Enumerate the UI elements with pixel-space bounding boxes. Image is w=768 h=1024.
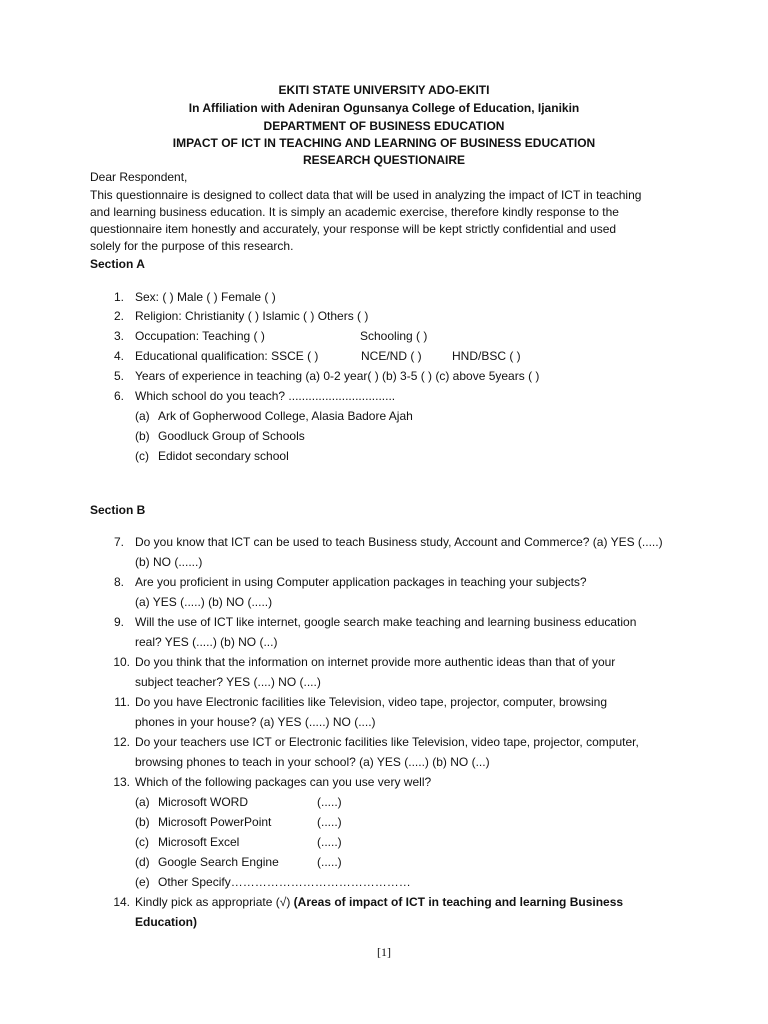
option-text: Other Specify……………………………………… bbox=[158, 875, 411, 889]
question-text: Sex: ( ) Male ( ) Female ( ) bbox=[135, 290, 276, 304]
doc-type-line: RESEARCH QUESTIONAIRE bbox=[302, 153, 466, 167]
question-text: browsing phones to teach in your school? (a) YES (.....) (b) NO (...) bbox=[135, 755, 490, 769]
item-number: 6. bbox=[113, 389, 124, 403]
option-text: Goodluck Group of Schools bbox=[158, 429, 305, 443]
option-label: (a) bbox=[135, 795, 150, 809]
salutation: Dear Respondent, bbox=[90, 170, 188, 184]
affiliation-line: In Affiliation with Adeniran Ogunsanya College of Education, Ijanikin bbox=[188, 101, 580, 115]
section-b-heading: Section B bbox=[90, 503, 146, 517]
department-line: DEPARTMENT OF BUSINESS EDUCATION bbox=[263, 119, 505, 133]
option-label: (b) bbox=[135, 815, 150, 829]
option-label: (d) bbox=[135, 855, 150, 869]
option-label: (e) bbox=[135, 875, 150, 889]
question-text: Are you proficient in using Computer application packages in teaching your subjects? bbox=[135, 575, 587, 589]
item-number: 9. bbox=[113, 615, 124, 629]
option-text: Schooling ( ) bbox=[360, 329, 428, 343]
answer-blank: (.....) bbox=[317, 855, 342, 869]
answer-blank: (.....) bbox=[317, 795, 342, 809]
question-text: Do you have Electronic facilities like Television, video tape, projector, computer, browsing bbox=[135, 695, 608, 709]
answer-blank: (.....) bbox=[317, 815, 342, 829]
option-label: (c) bbox=[135, 449, 149, 463]
item-number: 2. bbox=[113, 309, 124, 323]
question-text: Occupation: Teaching ( ) bbox=[135, 329, 265, 343]
intro-line: and learning business education. It is simply an academic exercise, therefore kindly response to the bbox=[90, 205, 619, 219]
question-text: Do you know that ICT can be used to teach Business study, Account and Commerce? (a) YES (.....) bbox=[135, 535, 663, 549]
question-text: real? YES (.....) (b) NO (...) bbox=[135, 635, 278, 649]
question-text: (a) YES (.....) (b) NO (.....) bbox=[135, 595, 273, 609]
option-text: NCE/ND ( ) bbox=[361, 349, 422, 363]
question-text: Years of experience in teaching (a) 0-2 year( ) (b) 3-5 ( ) (c) above 5years ( ) bbox=[135, 369, 540, 383]
university-title: EKITI STATE UNIVERSITY ADO-EKITI bbox=[278, 83, 490, 97]
question-text-bold: (Areas of impact of ICT in teaching and learning Business bbox=[293, 895, 624, 909]
intro-line: This questionnaire is designed to collect data that will be used in analyzing the impact of ICT in teaching bbox=[90, 188, 642, 202]
item-number: 10. bbox=[113, 655, 130, 669]
item-number: 12. bbox=[113, 735, 130, 749]
option-text: HND/BSC ( ) bbox=[452, 349, 521, 363]
item-number: 1. bbox=[113, 290, 124, 304]
answer-blank: (.....) bbox=[317, 835, 342, 849]
intro-line: solely for the purpose of this research. bbox=[90, 239, 294, 253]
item-number: 7. bbox=[113, 535, 124, 549]
option-label: (b) bbox=[135, 429, 150, 443]
question-text: Which of the following packages can you use very well? bbox=[135, 775, 432, 789]
option-text: Google Search Engine bbox=[158, 855, 279, 869]
option-text: Microsoft WORD bbox=[158, 795, 248, 809]
option-label: (c) bbox=[135, 835, 149, 849]
option-text: Microsoft PowerPoint bbox=[158, 815, 272, 829]
question-text: Which school do you teach? ................................ bbox=[135, 389, 396, 403]
intro-line: questionnaire item honestly and accurately, your response will be kept strictly confidential and used bbox=[90, 222, 617, 236]
option-label: (a) bbox=[135, 409, 150, 423]
question-text: (b) NO (......) bbox=[135, 555, 203, 569]
question-text: Will the use of ICT like internet, google search make teaching and learning business education bbox=[135, 615, 637, 629]
item-number: 13. bbox=[113, 775, 130, 789]
option-text: Edidot secondary school bbox=[158, 449, 289, 463]
option-text: Microsoft Excel bbox=[158, 835, 240, 849]
question-text: phones in your house? (a) YES (.....) NO (....) bbox=[135, 715, 376, 729]
item-number: 14. bbox=[113, 895, 130, 909]
question-text: Do you think that the information on internet provide more authentic ideas than that of your bbox=[135, 655, 616, 669]
question-text-bold: Education) bbox=[135, 915, 197, 929]
section-a-heading: Section A bbox=[90, 257, 145, 271]
item-number: 4. bbox=[113, 349, 124, 363]
question-text: Religion: Christianity ( ) Islamic ( ) Others ( ) bbox=[135, 309, 369, 323]
question-text: Educational qualification: SSCE ( ) bbox=[135, 349, 319, 363]
option-text: Ark of Gopherwood College, Alasia Badore Ajah bbox=[158, 409, 413, 423]
question-text: Do your teachers use ICT or Electronic facilities like Television, video tape, projector, computer, bbox=[135, 735, 639, 749]
item-number: 3. bbox=[113, 329, 124, 343]
item-number: 8. bbox=[113, 575, 124, 589]
question-text-plain: Kindly pick as appropriate (√) bbox=[135, 895, 294, 909]
item-number: 5. bbox=[113, 369, 124, 383]
question-text bbox=[135, 895, 623, 909]
item-number: 11. bbox=[114, 695, 130, 709]
topic-line: IMPACT OF ICT IN TEACHING AND LEARNING OF BUSINESS EDUCATION bbox=[172, 136, 596, 150]
question-text: subject teacher? YES (....) NO (....) bbox=[135, 675, 321, 689]
page-number: [1] bbox=[377, 945, 391, 959]
